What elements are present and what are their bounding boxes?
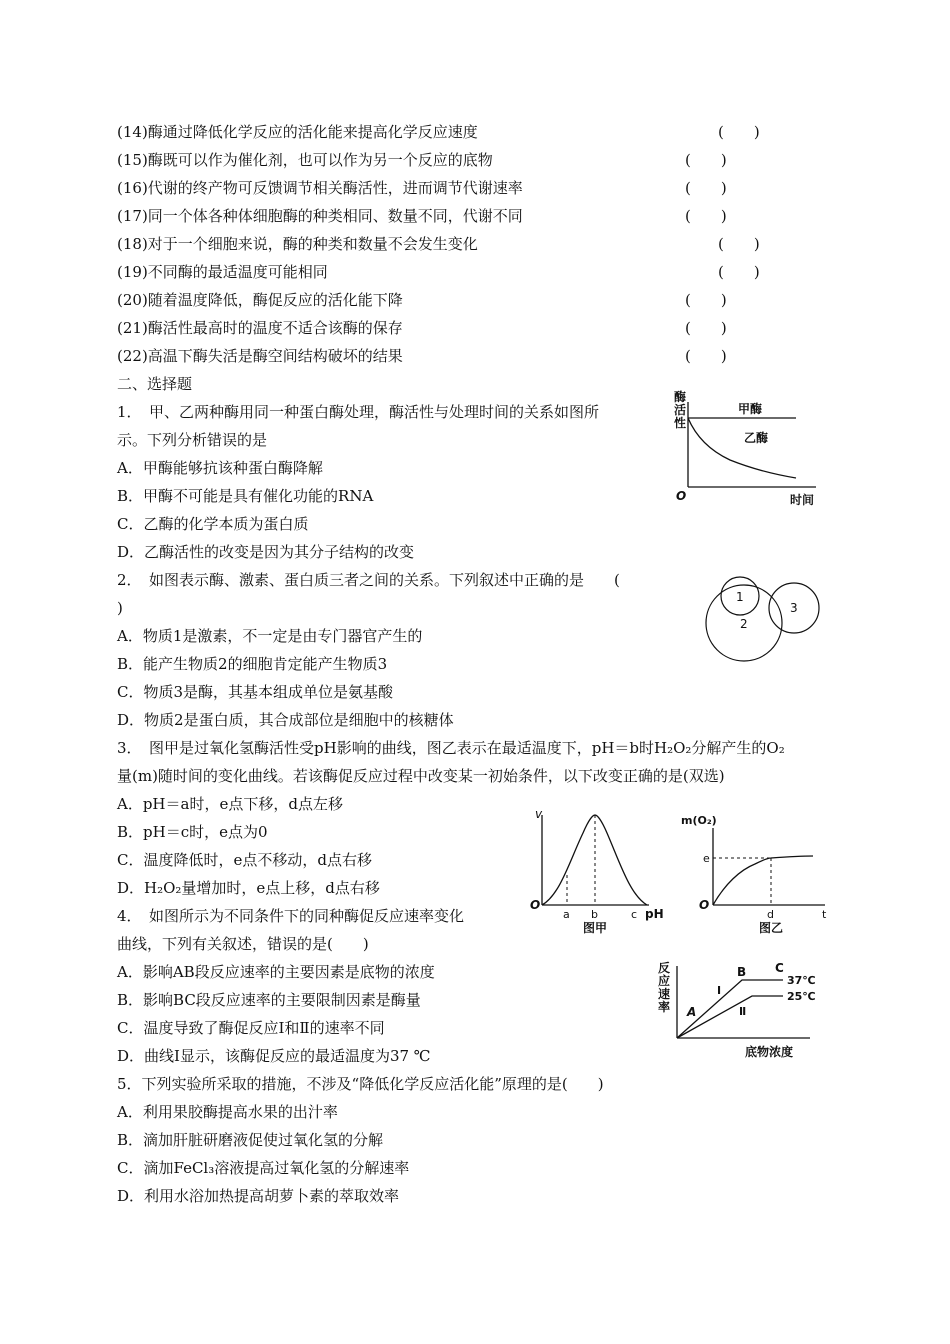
judgment-19: (19)不同酶的最适温度可能相同 — [117, 263, 328, 281]
q4-stem-line2: 曲线，下列有关叙述，错误的是( ) — [117, 935, 369, 953]
q5-stem: 5．下列实验所采取的措施，不涉及“降低化学反应活化能”原理的是( ) — [117, 1075, 604, 1093]
q4-label-II: Ⅱ — [739, 1005, 747, 1018]
q2-option-a[interactable]: A．物质1是激素，不一定是由专门器官产生的 — [117, 627, 423, 645]
q4-label-37: 37℃ — [787, 974, 816, 987]
answer-paren-14[interactable]: ( ) — [718, 123, 760, 141]
q3-stem-line1: 3． 图甲是过氧化氢酶活性受pH影响的曲线，图乙表示在最适温度下，pH＝b时H₂O₂分解产生的O₂ — [117, 739, 785, 757]
judgment-21: (21)酶活性最高时的温度不适合该酶的保存 — [117, 319, 403, 337]
q3f1-tick-a: a — [563, 908, 570, 921]
q3-figure-yi — [681, 812, 845, 937]
judgment-20: (20)随着温度降低，酶促反应的活化能下降 — [117, 291, 403, 309]
q1-curve-yi — [688, 418, 796, 478]
answer-paren-19[interactable]: ( ) — [718, 263, 760, 281]
q2-stem-line2: ) — [117, 599, 123, 617]
q3f2-ylabel: m(O₂) — [681, 814, 717, 827]
q3f1-ylabel: v — [535, 807, 543, 821]
q4-ylabel-1: 反 — [658, 961, 671, 975]
section-title: 二、选择题 — [117, 375, 193, 393]
q5-option-d[interactable]: D．利用水浴加热提高胡萝卜素的萃取效率 — [117, 1187, 400, 1205]
judgment-16: (16)代谢的终产物可反馈调节相关酶活性，进而调节代谢速率 — [117, 179, 523, 197]
answer-paren-21[interactable]: ( ) — [685, 319, 727, 337]
q1-label-jia: 甲酶 — [738, 402, 763, 416]
q4-option-b[interactable]: B．影响BC段反应速率的主要限制因素是酶量 — [117, 991, 421, 1009]
q3f2-tick-e: e — [703, 852, 710, 865]
q4-xlabel: 底物浓度 — [745, 1045, 794, 1059]
q4-label-I: Ⅰ — [717, 984, 722, 997]
q4-option-a[interactable]: A．影响AB段反应速率的主要因素是底物的浓度 — [117, 963, 435, 981]
q1-option-a[interactable]: A．甲酶能够抗该种蛋白酶降解 — [117, 459, 323, 477]
q2-option-c[interactable]: C．物质3是酶，其基本组成单位是氨基酸 — [117, 683, 394, 701]
q3f2-curve — [713, 856, 813, 905]
q5-option-a[interactable]: A．利用果胶酶提高水果的出汁率 — [117, 1103, 338, 1121]
q1-option-c[interactable]: C．乙酶的化学本质为蛋白质 — [117, 515, 309, 533]
q3f1-caption: 图甲 — [583, 921, 608, 935]
q3-option-b[interactable]: B．pH＝c时，e点为0 — [117, 823, 268, 841]
q3-figure-jia — [525, 805, 675, 937]
answer-paren-20[interactable]: ( ) — [685, 291, 727, 309]
q4-point-C: C — [775, 961, 784, 975]
judgment-18: (18)对于一个细胞来说，酶的种类和数量不会发生变化 — [117, 235, 478, 253]
judgment-15: (15)酶既可以作为催化剂，也可以作为另一个反应的底物 — [117, 151, 493, 169]
q2-option-d[interactable]: D．物质2是蛋白质，其合成部位是细胞中的核糖体 — [117, 711, 454, 729]
q4-label-25: 25℃ — [787, 990, 816, 1003]
q4-option-d[interactable]: D．曲线Ⅰ显示，该酶促反应的最适温度为37 ℃ — [117, 1047, 431, 1065]
q4-stem-line1: 4． 如图所示为不同条件下的同种酶促反应速率变化 — [117, 907, 465, 925]
q4-point-A: A — [687, 1005, 697, 1019]
q2-option-b[interactable]: B．能产生物质2的细胞肯定能产生物质3 — [117, 655, 388, 673]
q1-origin: O — [676, 489, 687, 503]
q4-ylabel-2: 应 — [658, 974, 671, 988]
q3-option-a[interactable]: A．pH＝a时，e点下移，d点左移 — [117, 795, 343, 813]
answer-paren-16[interactable]: ( ) — [685, 179, 727, 197]
q4-ylabel-4: 率 — [658, 1000, 671, 1014]
q1-xlabel: 时间 — [790, 493, 815, 507]
q5-option-c[interactable]: C．滴加FeCl₃溶液提高过氧化氢的分解速率 — [117, 1159, 410, 1177]
q2-label-1: 1 — [736, 590, 744, 604]
q3-option-d[interactable]: D．H₂O₂量增加时，e点上移，d点右移 — [117, 879, 380, 897]
q1-stem-line2: 示。下列分析错误的是 — [117, 431, 268, 449]
answer-paren-17[interactable]: ( ) — [685, 207, 727, 225]
q4-option-c[interactable]: C．温度导致了酶促反应Ⅰ和Ⅱ的速率不同 — [117, 1019, 385, 1037]
q1-label-yi: 乙酶 — [744, 431, 769, 445]
q1-enzyme-activity-figure — [668, 388, 828, 513]
q2-label-2: 2 — [740, 617, 748, 631]
q4-reaction-rate-figure — [655, 958, 825, 1063]
q1-option-d[interactable]: D．乙酶活性的改变是因为其分子结构的改变 — [117, 543, 415, 561]
q1-ylabel-2: 活 — [674, 403, 687, 417]
answer-paren-15[interactable]: ( ) — [685, 151, 727, 169]
q4-point-B: B — [737, 965, 747, 979]
q3f2-caption: 图乙 — [759, 921, 784, 935]
answer-paren-22[interactable]: ( ) — [685, 347, 727, 365]
judgment-17: (17)同一个体各种体细胞酶的种类相同、数量不同，代谢不同 — [117, 207, 523, 225]
answer-paren-18[interactable]: ( ) — [718, 235, 760, 253]
q3f2-tick-d: d — [767, 908, 774, 921]
judgment-14: (14)酶通过降低化学反应的活化能来提高化学反应速度 — [117, 123, 478, 141]
q3-stem-line2: 量(m)随时间的变化曲线。若该酶促反应过程中改变某一初始条件，以下改变正确的是(双选) — [117, 767, 725, 785]
q2-venn-figure — [700, 570, 830, 670]
q1-ylabel-3: 性 — [674, 416, 687, 430]
q4-ylabel-3: 速 — [658, 987, 671, 1001]
q1-stem-line1: 1． 甲、乙两种酶用同一种蛋白酶处理，酶活性与处理时间的关系如图所 — [117, 403, 600, 421]
q3-option-c[interactable]: C．温度降低时，e点不移动，d点右移 — [117, 851, 372, 869]
q5-option-b[interactable]: B．滴加肝脏研磨液促使过氧化氢的分解 — [117, 1131, 384, 1149]
q3f1-xlabel: pH — [645, 907, 664, 921]
q3f2-origin: O — [699, 898, 710, 912]
judgment-22: (22)高温下酶失活是酶空间结构破坏的结果 — [117, 347, 403, 365]
q1-ylabel-1: 酶 — [674, 390, 687, 404]
q3f1-tick-c: c — [631, 908, 638, 921]
q2-label-3: 3 — [790, 601, 798, 615]
q3f1-origin: O — [530, 898, 541, 912]
q1-option-b[interactable]: B．甲酶不可能是具有催化功能的RNA — [117, 487, 374, 505]
q3f1-tick-b: b — [591, 908, 598, 921]
q3f2-xlabel: t — [822, 908, 827, 921]
q2-stem-line1: 2． 如图表示酶、激素、蛋白质三者之间的关系。下列叙述中正确的是 ( — [117, 571, 620, 589]
